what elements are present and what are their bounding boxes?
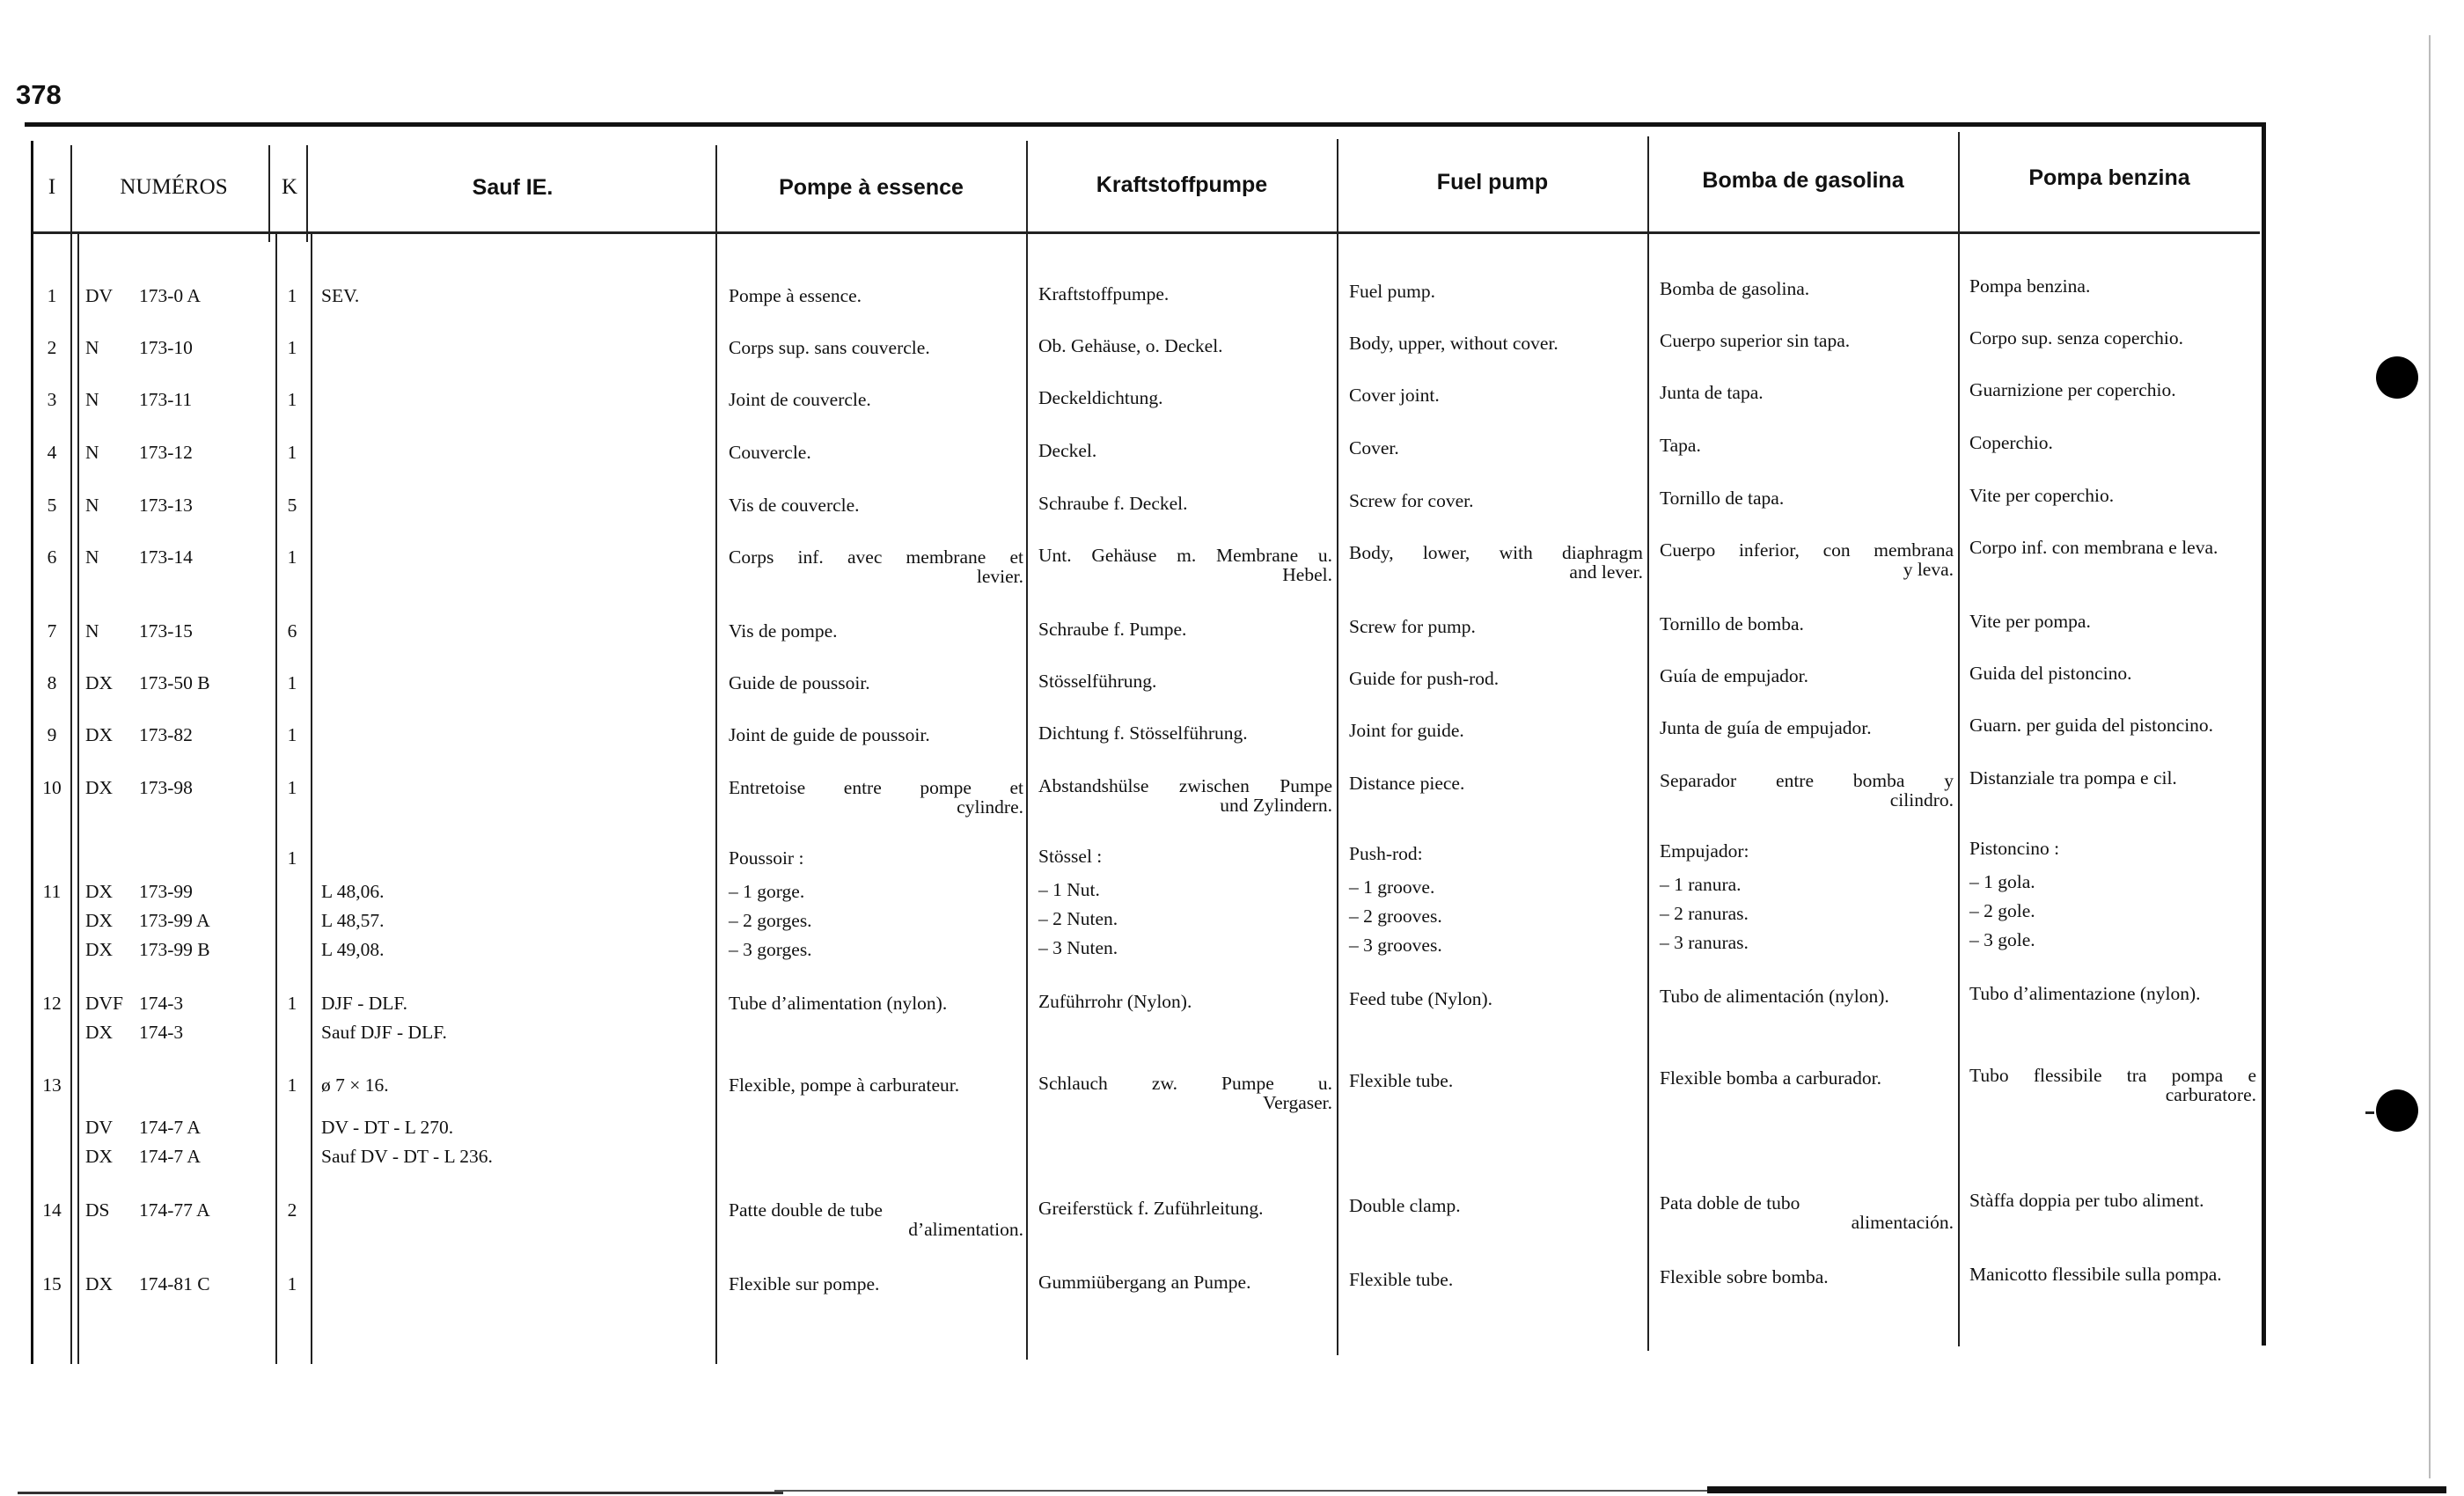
desc-fr: Patte double de tube bbox=[729, 1199, 883, 1221]
column-divider bbox=[1337, 139, 1338, 1355]
desc-it: Distanziale tra pompa e cil. bbox=[1969, 767, 2177, 788]
desc-de: – 3 Nuten. bbox=[1038, 937, 1118, 958]
desc-fr: Vis de couvercle. bbox=[729, 495, 860, 516]
desc-it: Pistoncino : bbox=[1969, 838, 2060, 859]
part-prefix: N bbox=[85, 389, 99, 410]
desc-en: Body, lower, with diaphragm bbox=[1349, 542, 1643, 563]
desc-es-cont: alimentación. bbox=[1851, 1212, 1954, 1233]
part-prefix: DV bbox=[85, 285, 114, 306]
part-prefix: N bbox=[85, 337, 99, 358]
desc-fr: – 3 gorges. bbox=[729, 939, 812, 960]
binding-hole bbox=[2376, 356, 2418, 399]
part-number: 173-82 bbox=[139, 724, 193, 745]
row-index: 1 bbox=[47, 285, 57, 306]
row-index: 10 bbox=[42, 777, 62, 798]
part-prefix: DX bbox=[85, 881, 114, 902]
desc-en: Screw for pump. bbox=[1349, 616, 1476, 637]
quantity: 1 bbox=[287, 993, 297, 1014]
desc-de-cont: Vergaser. bbox=[1262, 1092, 1332, 1113]
desc-fr: Joint de couvercle. bbox=[729, 389, 871, 410]
desc-fr: Corps inf. avec membrane et bbox=[729, 546, 1023, 568]
header-spanish: Bomba de gasolina bbox=[1702, 167, 1904, 193]
desc-de: Schraube f. Pumpe. bbox=[1038, 619, 1187, 640]
desc-fr: – 2 gorges. bbox=[729, 910, 812, 931]
desc-en: Cover. bbox=[1349, 437, 1399, 458]
desc-it: Vite per pompa. bbox=[1969, 611, 2091, 632]
part-number: 173-15 bbox=[139, 620, 193, 642]
desc-it: Corpo inf. con membrana e leva. bbox=[1969, 537, 2218, 558]
binding-hole bbox=[2376, 1089, 2418, 1132]
row-index: 8 bbox=[47, 672, 57, 693]
desc-es: – 1 ranura. bbox=[1660, 874, 1742, 895]
part-number: 173-98 bbox=[139, 777, 193, 798]
desc-en: – 2 grooves. bbox=[1349, 906, 1442, 927]
header-index: I bbox=[48, 175, 56, 199]
part-number: 173-12 bbox=[139, 442, 193, 463]
desc-en: – 3 grooves. bbox=[1349, 935, 1442, 956]
desc-es: Cuerpo inferior, con membrana bbox=[1660, 539, 1954, 561]
part-prefix: N bbox=[85, 620, 99, 642]
column-divider bbox=[1647, 136, 1649, 1351]
desc-en: Double clamp. bbox=[1349, 1195, 1461, 1216]
exception-note: DV - DT - L 270. bbox=[321, 1117, 454, 1138]
exception-note: Sauf DV - DT - L 236. bbox=[321, 1146, 493, 1167]
exception-note: ø 7 × 16. bbox=[321, 1074, 389, 1096]
row-index: 6 bbox=[47, 546, 57, 568]
desc-it: Tubo flessibile tra pompa e bbox=[1969, 1065, 2256, 1086]
header-sauf: Sauf IE. bbox=[472, 174, 554, 200]
part-number: 174-81 C bbox=[139, 1273, 210, 1294]
table-right-border bbox=[2262, 122, 2266, 1346]
desc-fr: Flexible, pompe à carburateur. bbox=[729, 1074, 960, 1096]
desc-it: Pompa benzina. bbox=[1969, 275, 2091, 297]
desc-en: Feed tube (Nylon). bbox=[1349, 988, 1493, 1009]
part-prefix: DX bbox=[85, 1022, 114, 1043]
exception-note: SEV. bbox=[321, 285, 360, 306]
desc-fr: Tube d’alimentation (nylon). bbox=[729, 993, 948, 1014]
quantity: 1 bbox=[287, 442, 297, 463]
part-number: 173-99 bbox=[139, 881, 193, 902]
desc-es: Tornillo de bomba. bbox=[1660, 613, 1804, 634]
part-number: 173-99 B bbox=[139, 939, 210, 960]
quantity: 1 bbox=[287, 1074, 297, 1096]
page-number: 378 bbox=[16, 79, 62, 110]
part-prefix: DS bbox=[85, 1199, 110, 1221]
bottom-rule bbox=[1707, 1486, 2446, 1493]
desc-en: Distance piece. bbox=[1349, 773, 1465, 794]
desc-de: Deckeldichtung. bbox=[1038, 387, 1163, 408]
desc-en: Screw for cover. bbox=[1349, 490, 1474, 511]
quantity: 1 bbox=[287, 389, 297, 410]
column-divider bbox=[306, 145, 308, 242]
desc-es: Tornillo de tapa. bbox=[1660, 488, 1785, 509]
desc-de: Dichtung f. Stösselführung. bbox=[1038, 722, 1248, 744]
desc-de: Abstandshülse zwischen Pumpe bbox=[1038, 775, 1332, 796]
column-divider bbox=[268, 145, 270, 242]
part-number: 173-13 bbox=[139, 495, 193, 516]
desc-fr: Joint de guide de poussoir. bbox=[729, 724, 930, 745]
column-divider bbox=[77, 233, 79, 1364]
desc-es: Junta de tapa. bbox=[1660, 382, 1764, 403]
margin-mark bbox=[2365, 1111, 2374, 1114]
desc-fr-cont: d’alimentation. bbox=[908, 1219, 1023, 1240]
desc-es: Pata doble de tubo bbox=[1660, 1192, 1800, 1214]
desc-de: Schlauch zw. Pumpe u. bbox=[1038, 1073, 1332, 1094]
desc-fr: Pompe à essence. bbox=[729, 285, 862, 306]
quantity: 2 bbox=[287, 1199, 297, 1221]
part-number: 173-14 bbox=[139, 546, 193, 568]
desc-de: Greiferstück f. Zuführleitung. bbox=[1038, 1198, 1264, 1219]
desc-en: Flexible tube. bbox=[1349, 1269, 1454, 1290]
quantity: 1 bbox=[287, 672, 297, 693]
header-italian: Pompa benzina bbox=[2028, 165, 2190, 190]
desc-it: – 2 gole. bbox=[1969, 900, 2035, 921]
part-number: 174-7 A bbox=[139, 1146, 201, 1167]
quantity: 1 bbox=[287, 724, 297, 745]
desc-fr: – 1 gorge. bbox=[729, 881, 805, 902]
part-prefix: DX bbox=[85, 724, 114, 745]
desc-es: Tapa. bbox=[1660, 435, 1701, 456]
part-prefix: N bbox=[85, 495, 99, 516]
desc-it: Manicotto flessibile sulla pompa. bbox=[1969, 1264, 2222, 1285]
desc-fr-cont: cylindre. bbox=[957, 796, 1023, 818]
header-english: Fuel pump bbox=[1436, 169, 1549, 194]
desc-de: – 1 Nut. bbox=[1038, 879, 1100, 900]
bottom-rule bbox=[774, 1490, 1707, 1492]
column-divider bbox=[1958, 132, 1960, 1346]
quantity: 6 bbox=[287, 620, 297, 642]
desc-es: Empujador: bbox=[1660, 840, 1749, 862]
part-number: 173-10 bbox=[139, 337, 193, 358]
desc-it: Corpo sup. senza coperchio. bbox=[1969, 327, 2183, 348]
desc-en: Fuel pump. bbox=[1349, 281, 1435, 302]
desc-de-cont: und Zylindern. bbox=[1220, 795, 1332, 816]
part-prefix: N bbox=[85, 546, 99, 568]
part-prefix: DX bbox=[85, 672, 114, 693]
row-index: 5 bbox=[47, 495, 57, 516]
quantity: 5 bbox=[287, 495, 297, 516]
part-prefix: DVF bbox=[85, 993, 124, 1014]
part-number: 174-77 A bbox=[139, 1199, 210, 1221]
quantity: 1 bbox=[287, 1273, 297, 1294]
desc-es: Bomba de gasolina. bbox=[1660, 278, 1810, 299]
desc-de: – 2 Nuten. bbox=[1038, 908, 1118, 929]
desc-en: Joint for guide. bbox=[1349, 720, 1464, 741]
desc-it: Tubo d’alimentazione (nylon). bbox=[1969, 983, 2201, 1004]
header-french: Pompe à essence bbox=[779, 174, 964, 200]
bottom-rule bbox=[18, 1492, 783, 1494]
column-divider bbox=[70, 145, 72, 1364]
desc-it: Guarn. per guida del pistoncino. bbox=[1969, 715, 2214, 736]
row-index: 3 bbox=[47, 389, 57, 410]
desc-it: Vite per coperchio. bbox=[1969, 485, 2115, 506]
part-prefix: DX bbox=[85, 1146, 114, 1167]
part-number: 173-11 bbox=[139, 389, 193, 410]
desc-de: Stössel : bbox=[1038, 846, 1103, 867]
table-left-border bbox=[31, 141, 33, 1364]
row-index: 15 bbox=[42, 1273, 62, 1294]
desc-de: Gummiübergang an Pumpe. bbox=[1038, 1272, 1251, 1293]
exception-note: L 48,06. bbox=[321, 881, 385, 902]
table-top-border bbox=[25, 122, 2265, 127]
desc-fr: Guide de poussoir. bbox=[729, 672, 870, 693]
desc-de: Schraube f. Deckel. bbox=[1038, 493, 1188, 514]
desc-es: Junta de guía de empujador. bbox=[1660, 717, 1872, 738]
part-prefix: DX bbox=[85, 777, 114, 798]
quantity: 1 bbox=[287, 777, 297, 798]
desc-fr: Couvercle. bbox=[729, 442, 811, 463]
desc-it-cont: carburatore. bbox=[2165, 1084, 2256, 1105]
row-index: 4 bbox=[47, 442, 57, 463]
quantity: 1 bbox=[287, 285, 297, 306]
header-german: Kraftstoffpumpe bbox=[1096, 172, 1268, 197]
part-number: 174-7 A bbox=[139, 1117, 201, 1138]
desc-en: Guide for push-rod. bbox=[1349, 668, 1500, 689]
desc-es-cont: cilindro. bbox=[1889, 789, 1954, 810]
part-number: 174-3 bbox=[139, 993, 184, 1014]
column-divider bbox=[311, 233, 312, 1364]
part-prefix: N bbox=[85, 442, 99, 463]
desc-de: Deckel. bbox=[1038, 440, 1097, 461]
column-divider bbox=[1026, 141, 1028, 1360]
desc-en: Cover joint. bbox=[1349, 385, 1440, 406]
desc-it: Coperchio. bbox=[1969, 432, 2053, 453]
desc-fr: Vis de pompe. bbox=[729, 620, 838, 642]
quantity: 1 bbox=[287, 337, 297, 358]
desc-es: – 3 ranuras. bbox=[1660, 932, 1749, 953]
desc-es: Tubo de alimentación (nylon). bbox=[1660, 986, 1889, 1007]
desc-en: Flexible tube. bbox=[1349, 1070, 1454, 1091]
desc-en: Push-rod: bbox=[1349, 843, 1423, 864]
row-index: 11 bbox=[42, 881, 62, 902]
quantity: 1 bbox=[287, 546, 297, 568]
desc-it: Guida del pistoncino. bbox=[1969, 663, 2132, 684]
desc-es: Separador entre bomba y bbox=[1660, 770, 1954, 791]
header-rule bbox=[33, 231, 2260, 234]
desc-fr-cont: levier. bbox=[976, 566, 1023, 587]
part-number: 173-50 B bbox=[139, 672, 210, 693]
desc-de: Kraftstoffpumpe. bbox=[1038, 283, 1170, 304]
exception-note: DJF - DLF. bbox=[321, 993, 408, 1014]
desc-es: Guía de empujador. bbox=[1660, 665, 1808, 686]
desc-it: Stàffa doppia per tubo aliment. bbox=[1969, 1190, 2204, 1211]
desc-fr: Entretoise entre pompe et bbox=[729, 777, 1023, 798]
part-prefix: DX bbox=[85, 910, 114, 931]
row-index: 2 bbox=[47, 337, 57, 358]
row-index: 9 bbox=[47, 724, 57, 745]
desc-es-cont: y leva. bbox=[1903, 559, 1954, 580]
desc-it: Guarnizione per coperchio. bbox=[1969, 379, 2176, 400]
desc-de: Stösselführung. bbox=[1038, 671, 1157, 692]
desc-en: Body, upper, without cover. bbox=[1349, 333, 1558, 354]
desc-en-cont: and lever. bbox=[1569, 561, 1643, 583]
row-index: 14 bbox=[42, 1199, 62, 1221]
desc-fr: Corps sup. sans couvercle. bbox=[729, 337, 930, 358]
desc-de: Zuführrohr (Nylon). bbox=[1038, 991, 1192, 1012]
page-edge bbox=[2429, 35, 2431, 1478]
row-index: 12 bbox=[42, 993, 62, 1014]
row-index: 13 bbox=[42, 1074, 62, 1096]
part-number: 173-0 A bbox=[139, 285, 201, 306]
desc-fr: Poussoir : bbox=[729, 847, 804, 869]
desc-de: Unt. Gehäuse m. Membrane u. bbox=[1038, 545, 1332, 566]
desc-es: Cuerpo superior sin tapa. bbox=[1660, 330, 1851, 351]
desc-de: Ob. Gehäuse, o. Deckel. bbox=[1038, 335, 1223, 356]
row-index: 7 bbox=[47, 620, 57, 642]
desc-es: Flexible bomba a carburador. bbox=[1660, 1067, 1881, 1089]
exception-note: Sauf DJF - DLF. bbox=[321, 1022, 447, 1043]
desc-es: – 2 ranuras. bbox=[1660, 903, 1749, 924]
desc-de-cont: Hebel. bbox=[1282, 564, 1332, 585]
header-numeros: NUMÉROS bbox=[120, 175, 228, 199]
desc-it: – 3 gole. bbox=[1969, 929, 2035, 950]
header-k: K bbox=[281, 175, 298, 199]
column-divider bbox=[715, 145, 717, 1364]
desc-fr: Flexible sur pompe. bbox=[729, 1273, 880, 1294]
part-prefix: DV bbox=[85, 1117, 114, 1138]
part-number: 173-99 A bbox=[139, 910, 210, 931]
exception-note: L 49,08. bbox=[321, 939, 385, 960]
desc-en: – 1 groove. bbox=[1349, 876, 1435, 898]
part-prefix: DX bbox=[85, 1273, 114, 1294]
desc-it: – 1 gola. bbox=[1969, 871, 2035, 892]
quantity: 1 bbox=[287, 847, 297, 869]
exception-note: L 48,57. bbox=[321, 910, 385, 931]
part-prefix: DX bbox=[85, 939, 114, 960]
desc-es: Flexible sobre bomba. bbox=[1660, 1266, 1829, 1287]
part-number: 174-3 bbox=[139, 1022, 184, 1043]
